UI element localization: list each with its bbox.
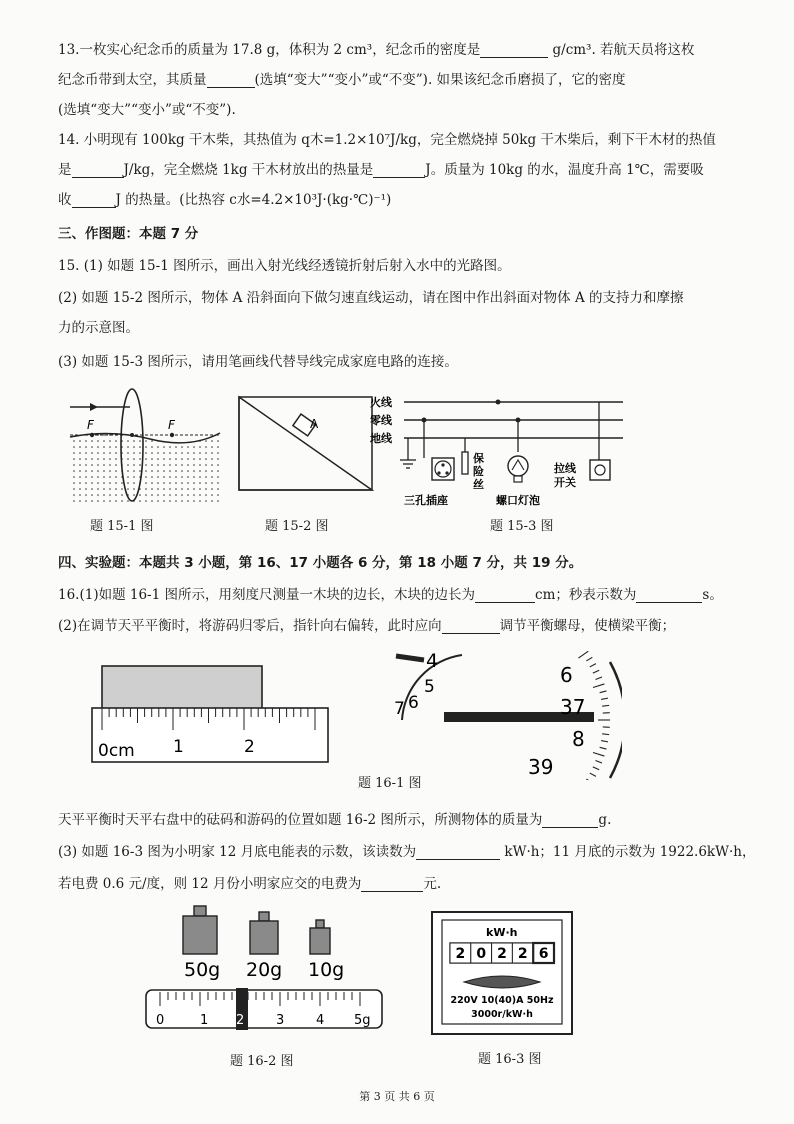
weight-10g — [310, 928, 330, 954]
second-tick — [593, 684, 604, 688]
meter-digit: 0 — [476, 946, 487, 962]
q15-part1: 15. (1) 如题 15-1 图所示，画出入射光线经透镜折射后射入水中的光路图。 — [58, 258, 511, 274]
q14-heat-released-blank[interactable] — [373, 163, 425, 178]
incline — [239, 397, 372, 490]
q16-line2: (2)在调节天平平衡时，将游码归零后，指针向右偏转，此时应向 调节平衡螺母，使横梁平衡； — [58, 618, 676, 634]
meter-spec: 220V 10(40)A 50Hz — [450, 995, 554, 1006]
q16-meter-blank[interactable] — [416, 845, 500, 860]
q16-line5: 若电费 0.6 元/度，则 12 月份小明家应交的电费为 元. — [58, 876, 442, 892]
caption-15-3: 题 15-3 图 — [490, 519, 554, 534]
meter-digit: 2 — [497, 946, 507, 962]
figure-16-3 — [430, 910, 575, 1038]
block-A-label: A — [310, 417, 319, 431]
q13-line2: 纪念币带到太空，其质量 (选填“变大”“变小”或“不变”). 如果该纪念币磨损了，它的密度 — [58, 72, 626, 88]
weight-50g-label: 50g — [184, 959, 221, 981]
scale-label-3: 3 — [276, 1013, 285, 1028]
switch-label-1: 拉线 — [554, 462, 576, 475]
focus-left — [90, 433, 94, 437]
ruler-label-1: 1 — [173, 737, 184, 757]
fuse-label-1: 保 — [473, 452, 484, 465]
figure-16-1-ruler — [90, 660, 335, 765]
q13-mass-blank[interactable] — [207, 73, 255, 88]
caption-15-2: 题 15-2 图 — [265, 519, 329, 534]
second-tick — [601, 741, 608, 742]
inner-dial-7: 7 — [394, 699, 405, 719]
meter-digit: 6 — [538, 946, 549, 962]
second-tick — [586, 657, 592, 661]
switch-label-2: 开关 — [554, 476, 576, 489]
page-footer: 第 3 页 共 6 页 — [359, 1090, 435, 1103]
figure-16-2 — [140, 898, 390, 1040]
outer-dial-6: 6 — [560, 663, 573, 687]
inner-dial-6: 6 — [408, 693, 419, 713]
figure-15-1 — [60, 385, 225, 507]
figure-15-2 — [236, 394, 376, 494]
focus-right — [170, 433, 174, 437]
second-tick — [600, 747, 607, 749]
q13-density-blank[interactable] — [480, 43, 548, 58]
fuse-label-3: 丝 — [473, 478, 484, 491]
weight-20g-handle — [259, 912, 269, 921]
live-wire-label: 火线 — [370, 396, 392, 409]
q15-part3: (3) 如题 15-3 图所示，请用笔画线代替导线完成家庭电路的连接。 — [58, 354, 458, 370]
weight-50g-handle — [194, 906, 206, 916]
second-tick — [602, 705, 609, 706]
weight-20g — [250, 921, 278, 954]
ruler-label-2: 2 — [244, 737, 255, 757]
second-dial — [610, 662, 622, 778]
meter-digit: 2 — [517, 946, 528, 962]
section-4-heading: 四、实验题：本题共 3 小题，第 16、17 小题各 6 分，第 18 小题 7 分，共 19 分。 — [58, 555, 583, 571]
ground-wire-label: 地线 — [370, 432, 392, 445]
q13-line1: 13.一枚实心纪念币的质量为 17.8 g，体积为 2 cm³，纪念币的密度是 g/cm³. 若航天员将这枚 — [58, 42, 695, 58]
q16-stopwatch-blank[interactable] — [636, 588, 702, 603]
outer-dial-39: 39 — [528, 755, 554, 779]
caption-15-1: 题 15-1 图 — [90, 519, 154, 534]
inner-dial-5: 5 — [424, 677, 435, 697]
second-tick — [593, 767, 599, 770]
ruler-label-0: 0cm — [98, 741, 135, 761]
meter-rev: 3000r/kW·h — [471, 1009, 533, 1020]
q16-length-blank[interactable] — [475, 588, 535, 603]
water-region — [70, 433, 220, 505]
q15-part2a: (2) 如题 15-2 图所示，物体 A 沿斜面向下做匀速直线运动，请在图中作出斜面对物体 A 的支持力和摩擦 — [58, 290, 684, 306]
second-tick — [590, 773, 596, 776]
meter-digit: 2 — [455, 946, 466, 962]
q15-part2b: 力的示意图。 — [58, 320, 139, 336]
outer-dial-37: 37 — [560, 695, 586, 719]
q14-line3: 收 J 的热量。(比热容 c水=4.2×10³J·(kg·℃)⁻¹) — [58, 192, 392, 208]
second-tick — [578, 651, 588, 658]
focus-right-label: F — [168, 418, 175, 432]
scale-label-2: 2 — [236, 1013, 245, 1028]
q14-heat-value-blank[interactable] — [72, 163, 124, 178]
section-3-heading: 三、作图题：本题 7 分 — [58, 226, 199, 242]
figure-15-3 — [368, 390, 630, 515]
wood-block — [102, 666, 262, 712]
q14-line2: 是 J/kg，完全燃烧 1kg 干木材放出的热量是 J。质量为 10kg 的水，温度升高 1℃，需要吸 — [58, 162, 704, 178]
pull-switch — [590, 460, 610, 480]
q14-line1: 14. 小明现有 100kg 干木柴，其热值为 q木=1.2×10⁷J/kg，完全燃烧掉 50kg 干木柴后，剩下干木材的热值 — [58, 132, 716, 148]
caption-16-3: 题 16-3 图 — [478, 1052, 542, 1067]
q16-line3: 天平平衡时天平右盘中的砝码和游码的位置如题 16-2 图所示，所测物体的质量为 g. — [58, 812, 612, 828]
weight-50g — [183, 916, 217, 954]
focus-left-label: F — [87, 418, 94, 432]
q13-line3: (选填“变大”“变小”或“不变”). — [58, 102, 236, 118]
weight-20g-label: 20g — [246, 959, 283, 981]
scale-label-5g: 5g — [354, 1013, 371, 1028]
second-tick — [590, 664, 596, 667]
second-tick — [600, 691, 607, 693]
weight-10g-handle — [316, 920, 324, 928]
second-tick — [586, 779, 592, 780]
q14-heat-absorbed-blank[interactable] — [72, 193, 116, 208]
lamp-label: 螺口灯泡 — [496, 494, 540, 507]
scale-label-0: 0 — [156, 1013, 165, 1028]
second-tick — [595, 760, 602, 763]
optical-center — [130, 433, 134, 437]
caption-16-1: 题 16-1 图 — [358, 776, 422, 791]
fuse — [462, 452, 468, 474]
q16-direction-blank[interactable] — [442, 619, 500, 634]
second-tick — [595, 677, 602, 680]
outer-dial-8: 8 — [572, 727, 585, 751]
second-tick — [593, 670, 599, 673]
meter-unit: kW·h — [486, 926, 518, 939]
second-tick — [602, 734, 609, 735]
minute-hand — [396, 656, 424, 660]
inner-dial-4: 4 — [426, 650, 439, 672]
neutral-wire-label: 零线 — [370, 414, 392, 427]
scale-label-4: 4 — [316, 1013, 325, 1028]
q16-line1: 16.(1)如题 16-1 图所示，用刻度尺测量一木块的边长，木块的边长为 cm；秒表示数为 s。 — [58, 587, 723, 603]
caption-16-2: 题 16-2 图 — [230, 1054, 294, 1069]
socket-label: 三孔插座 — [404, 494, 448, 507]
weight-10g-label: 10g — [308, 959, 345, 981]
scale-label-1: 1 — [200, 1013, 209, 1028]
q16-bill-blank[interactable] — [361, 877, 423, 892]
q16-mass-blank[interactable] — [542, 813, 598, 828]
ray-arrow — [90, 403, 98, 411]
second-tick — [593, 752, 604, 756]
figure-16-1-stopwatch — [382, 650, 622, 780]
q16-line4: (3) 如题 16-3 图为小明家 12 月底电能表的示数，该读数为 kW·h；11 月底的示数为 1922.6kW·h， — [58, 844, 756, 860]
second-tick — [601, 698, 608, 699]
fuse-label-2: 险 — [473, 465, 484, 478]
